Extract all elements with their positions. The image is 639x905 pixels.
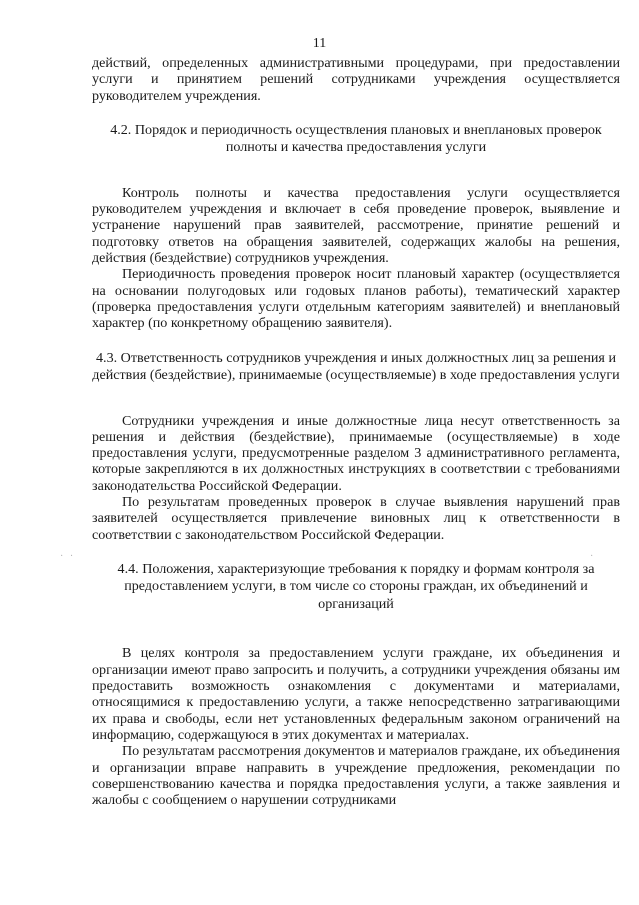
section-4-4-paragraph-1: В целях контроля за предоставлением услуги граждане, их объединения и организации имеют право запросить и получить, а сотрудники учреждения обязаны им предоставить возможность ознакомления с документами и материалами, относящимися к предоставлению услуги, а также непосредственно затрагивающими их права и свободы, если нет установленных федеральным законом ограничений на информацию, содержащуюся в этих документах и материалах. [92,645,620,743]
document-body [92,55,620,808]
section-4-2-paragraph-2: Периодичность проведения проверок носит плановый характер (осуществляется на основании полугодовых или годовых планов работы), тематический характер (проверка предоставления услуги отдельным категориям заявителей) и внеплановый характер (по конкретному обращению заявителя). [92,266,620,332]
section-4-3-paragraph-1: Сотрудники учреждения и иные должностные лица несут ответственность за решения и действия (бездействие), принимаемые (осуществляемые) в ходе предоставления услуги, предусмотренные разделом 3 административного регламента, которые закрепляются в их должностных инструкциях в соответствии с требованиями законодательства Российской Федерации. [92,412,620,494]
intro-paragraph: действий, определенных административными процедурами, при предоставлении услуги и принятием решений сотрудниками учреждения осуществляется руководителем учреждения. [92,55,620,104]
page-number: 11 [312,36,327,51]
section-4-3-heading: 4.3. Ответственность сотрудников учреждения и иных должностных лиц за решения и действия (бездействие), принимаемые (осуществляемые) в ходе предоставления услуги [92,349,620,384]
section-4-2-heading: 4.2. Порядок и периодичность осуществления плановых и внеплановых проверок полноты и качества предоставления услуги [110,121,602,156]
scan-artifact: · [590,551,596,562]
section-4-4-paragraph-2: По результатам рассмотрения документов и материалов граждане, их объединения и организации вправе направить в учреждение предложения, рекомендации по совершенствованию качества и порядка предоставления услуги, а также заявления и жалобы с сообщением о нарушении сотрудниками [92,743,620,809]
scan-artifact: · · [60,551,76,562]
section-4-2-paragraph-1: Контроль полноты и качества предоставления услуги осуществляется руководителем учреждения и включает в себя проведение проверок, выявление и устранение нарушений прав заявителей, рассмотрение, принятие решений и подготовку ответов на обращения заявителей, содержащих жалобы на решения, действия (бездействие) сотрудников учреждения. [92,184,620,267]
section-4-4-heading: 4.4. Положения, характеризующие требования к порядку и формам контроля за предоставлением услуги, в том числе со стороны граждан, их объединений и организаций [117,560,595,612]
section-4-3-paragraph-2: По результатам проведенных проверок в случае выявления нарушений прав заявителей осуществляется привлечение виновных лиц к ответственности в соответствии с законодательством Российской Федерации. [92,494,620,543]
